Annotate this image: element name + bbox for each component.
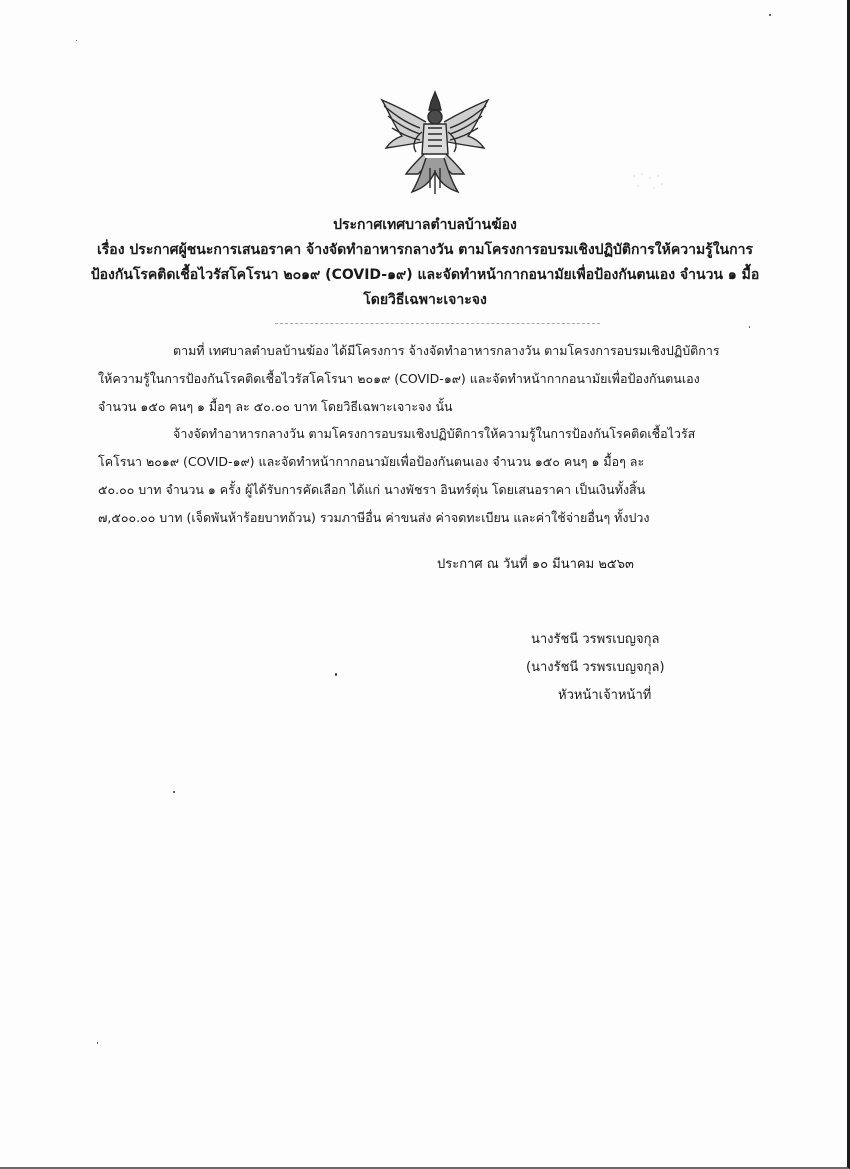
signer-name: นางรัชนี วรพรเบญจกุล [531, 632, 660, 647]
scan-speck [335, 673, 337, 676]
body-line: จ้างจัดทำอาหารกลางวัน ตามโครงการอบรมเชิงปฏิบัติการให้ความรู้ในการป้องกันโรคติดเชื้อไวรัส [173, 426, 696, 441]
signer-printed-name: (นางรัชนี วรพรเบญจกุล) [526, 660, 665, 675]
scan-speck [76, 40, 77, 41]
title-divider [275, 323, 600, 324]
body-line: ให้ความรู้ในการป้องกันโรคติดเชื้อไวรัสโคโรนา ๒๐๑๙ (COVID-๑๙) และจัดทำหน้ากากอนามัยเพื่อป้องกันตนเอง [98, 371, 700, 386]
subject-line-1: เรื่อง ประกาศผู้ชนะการเสนอราคา จ้างจัดทำอาหารกลางวัน ตามโครงการอบรมเชิงปฏิบัติการให้ความรู้ในการ [97, 242, 753, 258]
scan-speck [749, 326, 750, 328]
subject-line-2: ป้องกันโรคติดเชื้อไวรัสโคโรนา ๒๐๑๙ (COVID-๑๙) และจัดทำหน้ากากอนามัยเพื่อป้องกันตนเอง จำนวน ๑ มื้อ [90, 267, 760, 283]
garuda-emblem-icon [376, 88, 494, 200]
body-line: ๗,๕๐๐.๐๐ บาท (เจ็ดพันห้าร้อยบาทถ้วน) รวมภาษีอื่น ค่าขนส่ง ค่าจดทะเบียน และค่าใช้จ่ายอื่นๆ ทั้งปวง [98, 510, 650, 525]
body-line: ๕๐.๐๐ บาท จำนวน ๑ ครั้ง ผู้ได้รับการคัดเลือก ได้แก่ นางพัชรา อินทร์ตุ่น โดยเสนอราคา เป็นเงินทั้งสิ้น [98, 482, 646, 497]
body-line: จำนวน ๑๕๐ คนๆ ๑ มื้อๆ ละ ๕๐.๐๐ บาท โดยวิธีเฉพาะเจาะจง นั้น [98, 399, 453, 414]
subject-line-3: โดยวิธีเฉพาะเจาะจง [363, 292, 487, 308]
faint-stamp-mark [628, 168, 670, 198]
scan-speck [769, 14, 771, 16]
announcement-heading: ประกาศเทศบาลตำบลบ้านฆ้อง [333, 217, 517, 233]
body-line: ตามที่ เทศบาลตำบลบ้านฆ้อง ได้มีโครงการ จ้างจัดทำอาหารกลางวัน ตามโครงการอบรมเชิงปฏิบัติการ [173, 343, 720, 358]
signer-position: หัวหน้าเจ้าหน้าที่ [558, 688, 652, 703]
scan-speck [173, 791, 175, 793]
scan-speck [97, 1042, 98, 1044]
announcement-date: ประกาศ ณ วันที่ ๑๐ มีนาคม ๒๕๖๓ [437, 557, 634, 572]
body-line: โคโรนา ๒๐๑๙ (COVID-๑๙) และจัดทำหน้ากากอนามัยเพื่อป้องกันตนเอง จำนวน ๑๕๐ คนๆ ๑ มื้อๆ ละ [98, 454, 645, 469]
